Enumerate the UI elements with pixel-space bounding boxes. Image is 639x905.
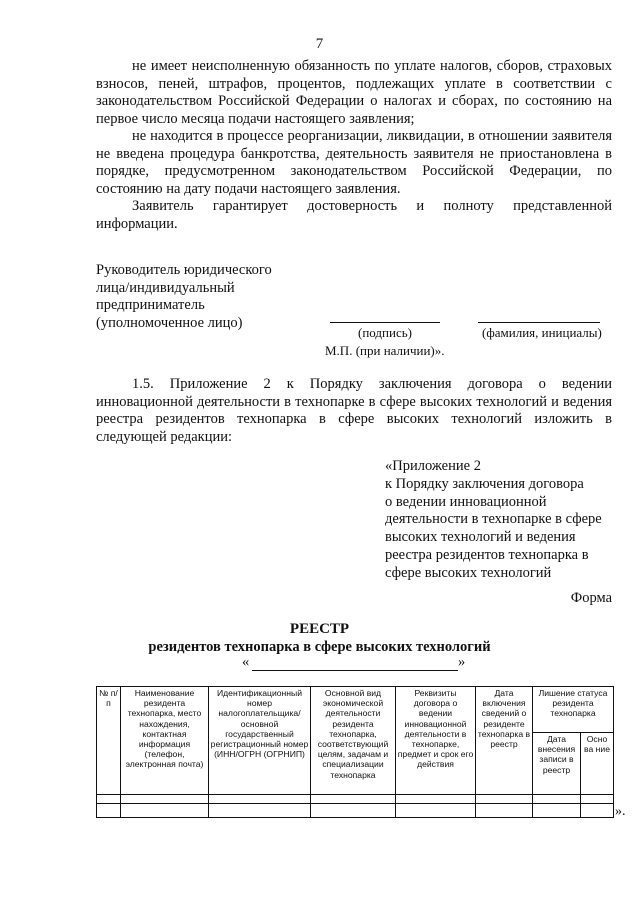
paragraph-guarantee: Заявитель гарантирует достоверность и полноту представленной информации. bbox=[96, 198, 612, 232]
header-status-date: Дата внесения записи в реестр bbox=[533, 733, 581, 795]
quote-close: » bbox=[458, 654, 466, 670]
annex-line-1: «Приложение 2 bbox=[385, 458, 481, 474]
signature-caption: (подпись) bbox=[358, 325, 412, 340]
annex-line-3: о ведении инновационной bbox=[385, 493, 547, 510]
annex-line-2: к Порядку заключения договора bbox=[385, 475, 584, 492]
header-status-basis: Осно ва ние bbox=[581, 733, 614, 795]
signatory-line-1: Руководитель юридического bbox=[96, 262, 272, 278]
page-number: 7 bbox=[315, 36, 324, 52]
header-inn: Идентификационный номер налогоплательщика/ основной государственный регистрационный номер (ИНН/ОГРН (ОГРНИП) bbox=[209, 687, 311, 795]
header-activity: Основной вид экономической деятельности резидента технопарка, соответствующий целям, задачам и специализации технопарка bbox=[311, 687, 396, 795]
annex-line-7: сфере высоких технологий bbox=[385, 564, 552, 581]
registry-subtitle: резидентов технопарка в сфере высоких технологий bbox=[148, 639, 491, 655]
signature-block bbox=[96, 262, 272, 332]
annex-line-5: высоких технологий и ведения bbox=[385, 529, 576, 546]
signatory-line-4: (уполномоченное лицо) bbox=[96, 314, 243, 331]
name-caption: (фамилия, инициалы) bbox=[482, 325, 602, 340]
table-header-row bbox=[97, 687, 614, 733]
annex-line-6: реестра резидентов технопарка в bbox=[385, 546, 589, 563]
form-label: Форма bbox=[570, 590, 612, 606]
paragraph-tax-obligations: не имеет неисполненную обязанность по уплате налогов, сборов, страховых взносов, пеней, штрафов, процентов, подлежащих уплате в соответствии с законодательством Российской Федерации о налогах и сборах, по состоянию на первое число месяца подачи настоящего заявления; bbox=[96, 58, 612, 127]
table-row bbox=[97, 804, 614, 818]
signatory-line-3: предприниматель bbox=[96, 297, 205, 313]
signature-line bbox=[330, 322, 440, 323]
paragraph-1-5: 1.5. Приложение 2 к Порядку заключения договора о ведении инновационной деятельности в технопарке в сфере высоких технологий и ведения реестра резидентов технопарка в сфере высоких технологий изложить в следующей редакции: bbox=[96, 376, 612, 445]
registry-date-line bbox=[252, 670, 458, 671]
closing-quote: ». bbox=[615, 804, 626, 819]
stamp-caption: М.П. (при наличии)». bbox=[325, 343, 445, 358]
name-line bbox=[478, 322, 600, 323]
header-date-inclusion: Дата включения сведений о резиденте технопарка в реестр bbox=[476, 687, 533, 795]
header-num: № п/п bbox=[97, 687, 121, 795]
annex-reference bbox=[385, 458, 615, 583]
header-contract: Реквизиты договора о ведении инновационной деятельности в технопарке, предмет и срок его действия bbox=[396, 687, 476, 795]
paragraph-reorganization: не находится в процессе реорганизации, ликвидации, в отношении заявителя не введена процедура банкротства, деятельность заявителя не приостановлена в порядке, предусмотренном законодательством Российской Федерации, по состоянию на дату подачи настоящего заявления. bbox=[96, 128, 612, 197]
signatory-line-2: лица/индивидуальный bbox=[96, 279, 235, 296]
header-name: Наименование резидента технопарка, место нахождения, контактная информация (телефон, электронная почта) bbox=[121, 687, 209, 795]
registry-table bbox=[96, 686, 614, 818]
quote-open: « bbox=[242, 654, 250, 670]
header-status: Лишение статуса резидента технопарка bbox=[533, 687, 614, 733]
annex-line-4: деятельности в технопарке в сфере bbox=[385, 511, 602, 528]
registry-title: РЕЕСТР bbox=[289, 621, 350, 637]
table-row bbox=[97, 795, 614, 804]
